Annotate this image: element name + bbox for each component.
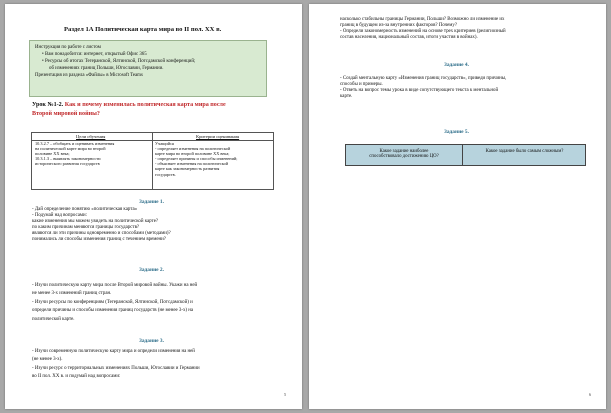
instruction-heading: Инструкция по работе с листом [35,45,101,50]
page-title: Раздел 1А Политическая карта мира во II пол. XX в. [64,26,222,33]
instruction-box [29,40,267,97]
task5-heading: Задание 5. [444,129,469,135]
reflection-table [345,144,586,166]
table-cell-objectives: 10.3.2.7 – обобщать и оценивать изменения на политической карте мира во второй половине XX века; 10.3.1.3 – выявлять закономерности исторического развития государств [35,141,115,167]
document-page-right [309,4,606,409]
task4-text: - Создай ментальную карту «Изменения границ государств», приведи причины, способы и примеры. - Ответь на вопрос темы урока в виде сопутствующего текста к ментальной карте. [340,76,507,100]
table-cell-criteria: Учащийся - определяет изменения на политической карте мира во второй половине XX века; - определяет причины и способы изменений; - объясняет изменения на политической карте как закономерность развития государств. [155,141,238,177]
instruction-item: • Вам понадобится: интернет, открытый Офис 365 [42,52,147,57]
page-number: 6 [589,392,592,397]
instruction-item: Презентация из раздела «Файлы» в Microsoft Teams [35,73,143,78]
task3-heading: Задание 3. [139,338,164,344]
task2-heading: Задание 2. [139,267,164,273]
task3-text: - Изучи современную политическую карту мира и определи изменения на ней (не менее 3-х). - Изучи ресурс о территориальных изменениях Польши, Югославии и Германии во II пол. XX в. и подумай над вопросами: [32,349,200,380]
table-header-criteria: Критерии оценивания [196,134,240,139]
page-number: 5 [284,392,287,397]
table-header-objectives: Цели обучения [76,134,106,139]
lesson-question-continued: Второй мировой войны? [32,111,100,117]
task4-heading: Задание 4. [444,62,469,68]
task2-text: - Изучи политическую карту мира после Второй мировой войны. Укажи на ней не менее 3-х изменений границ стран. - Изучи ресурсы по конференциям (Тегеранской, Ялтинской, Потсдамской) и определи причины и способы изменения границ государств (не менее 3-х) на политической карте. [32,283,198,322]
task1-heading: Задание 1. [139,199,164,205]
instruction-item: об изменениях границ Польши, Югославии, Германии. [49,66,164,71]
lesson-question: Урок №1-2. Как и почему изменилась политическая карта мира после [32,102,226,108]
learning-objectives-table [31,132,274,190]
document-page-left [5,4,302,409]
instruction-item: • Ресурсы об итогах Тегеранской, Ялтинской, Потсдамской конференций; [42,59,196,64]
task1-text: - Дай определение понятию «политическая карта» - Подумай над вопросами: какие изменения мы можем увидеть на политической карте? по каким причинам меняются границы государств? являются ли эти причины одновременно и способами (методами)? понимались ли способы изменения границ с течением времени? [32,207,171,243]
task3-continued-text: насколько стабильны границы Германии, Польши? Возможно ли изменение их границ в будущем из-за внутренних факторов? Почему? - Определи закономерность изменений на основе трех критериев (религиозный состав населения, национальный состав, итоги участия в войнах). [340,17,506,41]
reflection-question-2: Какое задание было самым сложным? [485,149,564,154]
reflection-question-1: Какое задание наиболее способствовало достижению ЦО? [369,149,439,159]
